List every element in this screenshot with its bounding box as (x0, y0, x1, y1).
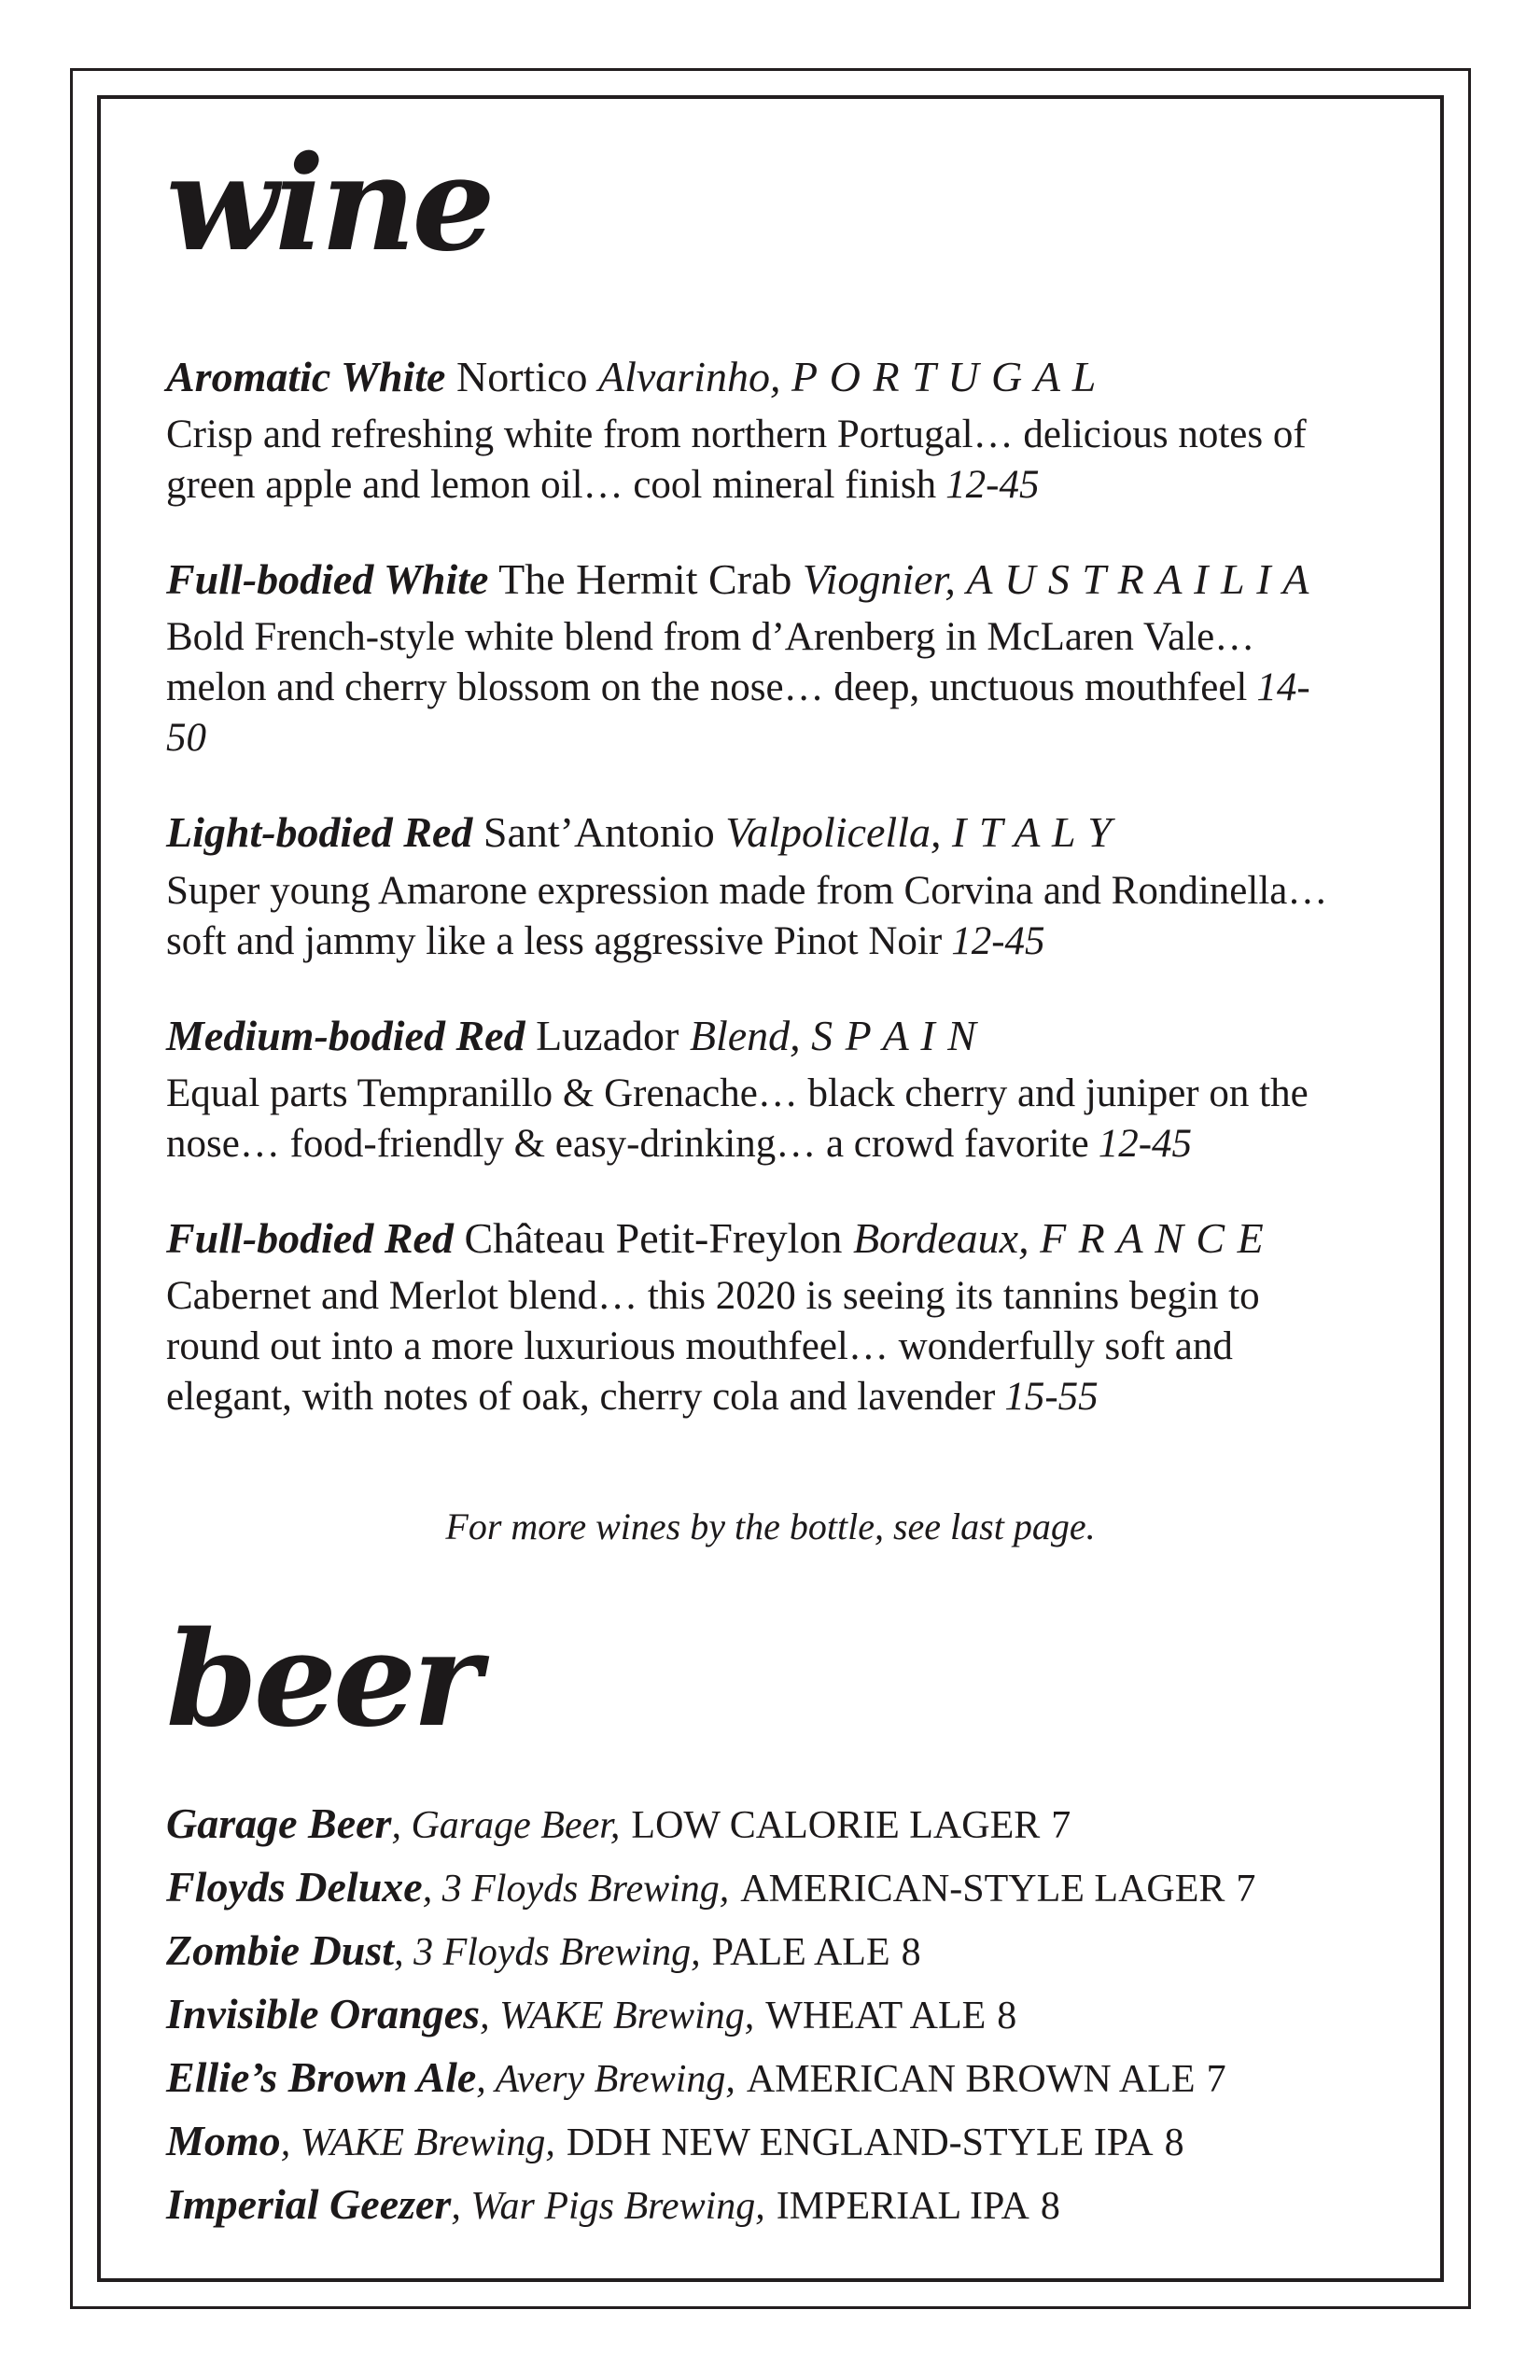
wine-region: P O R T U G A L (791, 353, 1098, 400)
wine-grape: Alvarinho, (598, 353, 781, 400)
wine-category: Medium-bodied Red (166, 1011, 525, 1059)
beer-item (166, 1856, 1375, 1920)
wine-description (166, 1271, 1328, 1422)
beer-price: 8 (997, 1994, 1017, 2037)
wine-description-text: Crisp and refreshing white from northern Portugal… delicious notes of green apple and lemon oil… cool mineral finish (166, 413, 1307, 508)
beer-price: 7 (1236, 1867, 1256, 1911)
wine-item (166, 806, 1375, 966)
beer-name: Imperial Geezer (166, 2179, 452, 2228)
beer-brewery: , WAKE Brewing, (280, 2121, 555, 2164)
beer-name: Garage Beer (166, 1799, 392, 1847)
wine-description (166, 410, 1328, 511)
wine-heading (166, 553, 1375, 605)
beer-brewery: , 3 Floyds Brewing, (422, 1867, 730, 1911)
wine-description-text: Equal parts Tempranillo & Grenache… black cherry and juniper on the nose… food-friendly & easy-drinking… a crowd favorite (166, 1071, 1309, 1166)
wine-description (166, 612, 1328, 763)
wine-grape: Viognier, (802, 555, 956, 604)
wine-category: Full-bodied White (166, 555, 489, 604)
beer-style: PALE ALE (711, 1930, 890, 1974)
wine-description (166, 1069, 1328, 1169)
wine-price: 12-45 (951, 918, 1045, 963)
wine-price: 12-45 (1098, 1121, 1193, 1166)
wine-region: I T A L Y (952, 808, 1113, 857)
beer-style: AMERICAN-STYLE LAGER (740, 1867, 1225, 1911)
wine-heading (166, 1212, 1375, 1264)
wine-category: Aromatic White (166, 353, 446, 400)
wine-producer: The Hermit Crab (498, 555, 792, 604)
wine-grape: Valpolicella, (725, 808, 942, 857)
wine-item (166, 1212, 1375, 1422)
wine-producer: Château Petit-Freylon (464, 1213, 843, 1262)
beer-style: LOW CALORIE LAGER (631, 1803, 1041, 1847)
beer-brewery: , War Pigs Brewing, (451, 2184, 765, 2228)
beer-style: IMPERIAL IPA (776, 2184, 1029, 2228)
outer-border-frame (70, 68, 1471, 2309)
beer-list (166, 1793, 1375, 2237)
wine-description-text: Super young Amarone expression made from Corvina and Rondinella… soft and jammy like a less aggressive Pinot Noir (166, 868, 1328, 963)
wine-section-title: wine (166, 128, 492, 281)
inner-border-frame (97, 95, 1444, 2282)
wine-heading (166, 806, 1375, 858)
beer-price: 8 (901, 1930, 921, 1974)
beer-item (166, 2174, 1375, 2237)
beer-style: WHEAT ALE (765, 1994, 987, 2037)
wine-producer: Luzador (536, 1011, 679, 1059)
wine-grape: Blend, (689, 1011, 801, 1059)
beer-item (166, 1983, 1375, 2047)
beer-brewery: , WAKE Brewing, (480, 1994, 755, 2037)
beer-name: Floyds Deluxe (166, 1862, 423, 1911)
wine-category: Full-bodied Red (166, 1213, 454, 1262)
beer-name: Invisible Oranges (166, 1989, 481, 2037)
wine-description-text: Cabernet and Merlot blend… this 2020 is seeing its tannins begin to round out into a more luxurious mouthfeel… wonderfully soft and elegant, with notes of oak, cherry cola and lavender (166, 1273, 1260, 1419)
beer-item (166, 1920, 1375, 1983)
wine-heading (166, 351, 1375, 402)
wine-list (166, 351, 1375, 1422)
beer-style: AMERICAN BROWN ALE (746, 2057, 1196, 2101)
beer-name: Momo (166, 2116, 281, 2164)
bottle-note: For more wines by the bottle, see last page. (445, 1505, 1096, 1547)
beer-name: Zombie Dust (166, 1925, 395, 1974)
beer-style: DDH NEW ENGLAND-STYLE IPA (566, 2121, 1154, 2164)
beer-item (166, 1793, 1375, 1856)
wine-grape: Bordeaux, (852, 1213, 1029, 1262)
wine-price: 14-50 (166, 665, 1310, 761)
wine-producer: Nortico (455, 353, 588, 400)
beer-brewery: , Avery Brewing, (476, 2057, 735, 2101)
wine-heading (166, 1010, 1375, 1061)
beer-brewery: , 3 Floyds Brewing, (394, 1930, 701, 1974)
beer-item (166, 2047, 1375, 2110)
wine-region: S P A I N (811, 1011, 977, 1059)
beer-item (166, 2110, 1375, 2174)
wine-price: 15-55 (1004, 1374, 1099, 1419)
beer-price: 8 (1040, 2184, 1060, 2228)
wine-description (166, 866, 1328, 967)
beer-price: 7 (1051, 1803, 1071, 1847)
beer-price: 8 (1164, 2121, 1184, 2164)
wine-producer: Sant’Antonio (483, 808, 715, 857)
wine-item (166, 1010, 1375, 1169)
wine-region: A U S T R A I L I A (966, 555, 1310, 604)
wine-region: F R A N C E (1040, 1213, 1265, 1262)
beer-price: 7 (1206, 2057, 1226, 2101)
wine-category: Light-bodied Red (166, 808, 473, 857)
beer-brewery: , Garage Beer, (391, 1803, 621, 1847)
wine-item (166, 553, 1375, 763)
beer-name: Ellie’s Brown Ale (166, 2052, 477, 2101)
wine-item (166, 351, 1375, 511)
wine-description-text: Bold French-style white blend from d’Arenberg in McLaren Vale… melon and cherry blossom on the nose… deep, unctuous mouthfeel (166, 615, 1255, 710)
beer-section-title: beer (166, 1603, 478, 1757)
wine-price: 12-45 (945, 463, 1040, 508)
